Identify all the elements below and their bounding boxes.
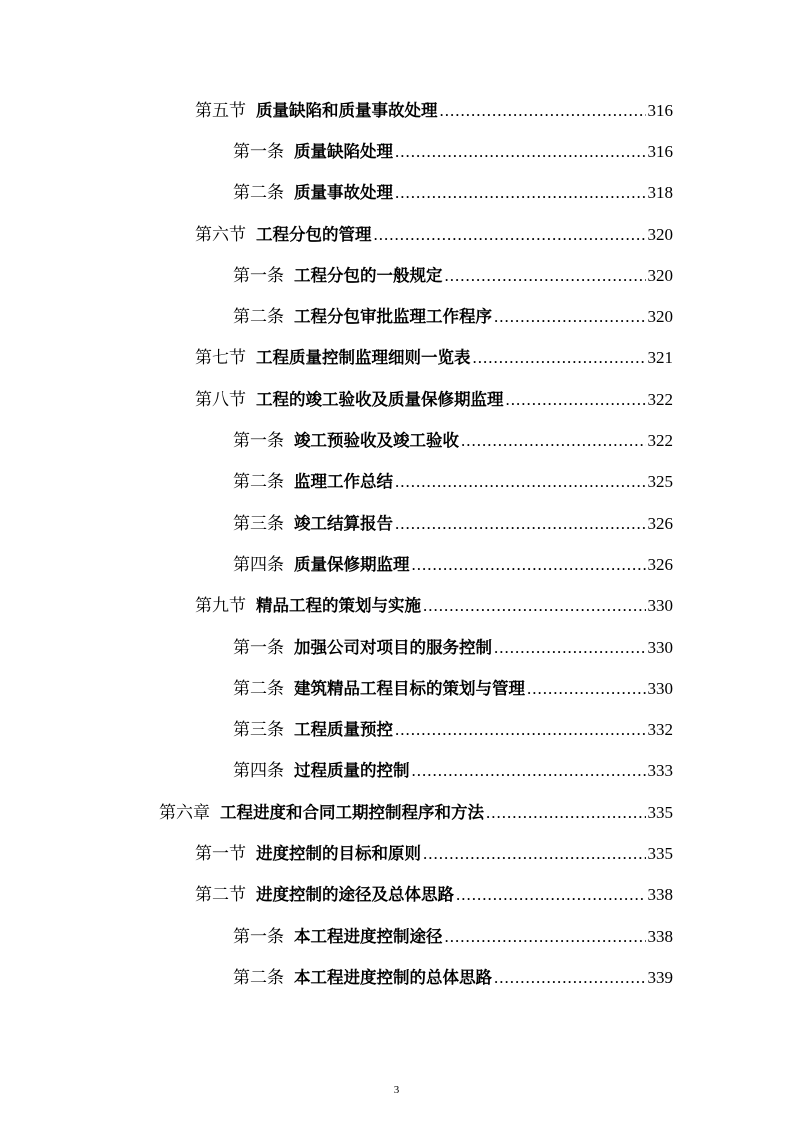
toc-entry[interactable] [0, 957, 793, 998]
toc-entry-page: 318 [647, 183, 673, 203]
toc-entry-number: 第二条 [233, 967, 284, 988]
toc-entry-page: 335 [647, 802, 673, 822]
toc-entry-number: 第二条 [233, 678, 284, 699]
dot-leader [494, 638, 646, 658]
dot-leader [395, 720, 646, 740]
toc-entry-number: 第一条 [233, 926, 284, 947]
dot-leader [412, 761, 646, 781]
toc-entry[interactable] [0, 875, 793, 916]
toc-entry-title: 过程质量的控制 [294, 761, 410, 781]
toc-entry-title: 质量缺陷处理 [294, 141, 393, 161]
toc-entry[interactable] [0, 90, 793, 131]
toc-entry-number: 第四条 [233, 554, 284, 575]
toc-entry-number: 第六节 [195, 224, 246, 245]
toc-entry-title: 建筑精品工程目标的策划与管理 [294, 678, 525, 698]
table-of-contents [0, 90, 793, 999]
toc-entry[interactable] [0, 627, 793, 668]
toc-entry-title: 监理工作总结 [294, 472, 393, 492]
toc-entry[interactable] [0, 214, 793, 255]
toc-entry-page: 338 [647, 926, 673, 946]
toc-entry-number: 第九节 [195, 596, 246, 617]
toc-entry[interactable] [0, 751, 793, 792]
toc-entry-title: 竣工结算报告 [294, 513, 393, 533]
toc-entry-page: 320 [647, 265, 673, 285]
toc-entry[interactable] [0, 792, 793, 833]
dot-leader [494, 968, 646, 988]
toc-entry-number: 第一条 [233, 265, 284, 286]
toc-entry[interactable] [0, 420, 793, 461]
toc-entry-title: 工程质量控制监理细则一览表 [256, 348, 471, 368]
toc-entry-number: 第六章 [159, 802, 210, 823]
toc-entry-number: 第三条 [233, 513, 284, 534]
dot-leader [486, 803, 646, 823]
toc-entry-title: 工程分包的管理 [256, 224, 372, 244]
toc-entry-number: 第五节 [195, 100, 246, 121]
toc-entry-title: 工程分包的一般规定 [294, 265, 443, 285]
dot-leader [374, 225, 646, 245]
dot-leader [423, 596, 646, 616]
toc-entry[interactable] [0, 255, 793, 296]
toc-entry-title: 本工程进度控制途径 [294, 926, 443, 946]
toc-entry-title: 本工程进度控制的总体思路 [294, 967, 492, 987]
toc-entry-number: 第一条 [233, 431, 284, 452]
toc-entry-number: 第一条 [233, 637, 284, 658]
toc-entry-number: 第一节 [195, 843, 246, 864]
toc-entry-number: 第二条 [233, 472, 284, 493]
toc-entry-title: 工程进度和合同工期控制程序和方法 [220, 802, 484, 822]
toc-entry-title: 质量保修期监理 [294, 554, 410, 574]
dot-leader [395, 514, 646, 534]
toc-entry-number: 第七节 [195, 348, 246, 369]
toc-entry-number: 第二条 [233, 307, 284, 328]
dot-leader [461, 431, 646, 451]
toc-entry[interactable] [0, 173, 793, 214]
toc-entry-title: 工程质量预控 [294, 720, 393, 740]
dot-leader [423, 844, 646, 864]
toc-entry-page: 326 [647, 554, 673, 574]
dot-leader [395, 142, 646, 162]
dot-leader [445, 927, 646, 947]
toc-entry-page: 339 [647, 967, 673, 987]
toc-entry-title: 精品工程的策划与实施 [256, 596, 421, 616]
toc-entry-title: 质量缺陷和质量事故处理 [256, 100, 438, 120]
toc-entry-page: 325 [647, 472, 673, 492]
dot-leader [527, 679, 646, 699]
dot-leader [412, 555, 646, 575]
toc-entry-page: 322 [647, 431, 673, 451]
toc-entry[interactable] [0, 338, 793, 379]
toc-entry-number: 第二节 [195, 885, 246, 906]
dot-leader [494, 307, 646, 327]
toc-entry[interactable] [0, 668, 793, 709]
toc-entry-page: 335 [647, 843, 673, 863]
dot-leader [395, 183, 646, 203]
toc-entry-page: 320 [647, 307, 673, 327]
toc-entry[interactable] [0, 131, 793, 172]
toc-entry-number: 第二条 [233, 183, 284, 204]
toc-entry-title: 竣工预验收及竣工验收 [294, 431, 459, 451]
toc-entry-number: 第三条 [233, 720, 284, 741]
page-number: 3 [393, 1084, 400, 1096]
toc-entry[interactable] [0, 379, 793, 420]
toc-entry-title: 工程分包审批监理工作程序 [294, 307, 492, 327]
toc-entry-title: 质量事故处理 [294, 183, 393, 203]
toc-entry-number: 第四条 [233, 761, 284, 782]
toc-entry-page: 332 [647, 720, 673, 740]
dot-leader [440, 101, 646, 121]
toc-entry[interactable] [0, 916, 793, 957]
toc-entry-page: 338 [647, 885, 673, 905]
dot-leader [506, 390, 646, 410]
dot-leader [395, 472, 646, 492]
toc-entry-page: 330 [647, 678, 673, 698]
toc-entry-number: 第一条 [233, 141, 284, 162]
dot-leader [456, 885, 646, 905]
toc-entry[interactable] [0, 586, 793, 627]
toc-entry-page: 322 [647, 389, 673, 409]
toc-entry-page: 316 [647, 141, 673, 161]
dot-leader [473, 348, 646, 368]
toc-entry[interactable] [0, 709, 793, 750]
toc-entry-title: 工程的竣工验收及质量保修期监理 [256, 389, 504, 409]
toc-entry-title: 进度控制的途径及总体思路 [256, 885, 454, 905]
toc-entry-page: 316 [647, 100, 673, 120]
toc-entry-page: 320 [647, 224, 673, 244]
dot-leader [445, 266, 646, 286]
toc-entry[interactable] [0, 462, 793, 503]
toc-entry-title: 加强公司对项目的服务控制 [294, 637, 492, 657]
toc-entry-number: 第八节 [195, 389, 246, 410]
toc-entry-page: 321 [647, 348, 673, 368]
toc-entry[interactable] [0, 833, 793, 874]
toc-entry[interactable] [0, 503, 793, 544]
toc-entry-page: 330 [647, 596, 673, 616]
toc-entry-title: 进度控制的目标和原则 [256, 843, 421, 863]
toc-entry-page: 333 [647, 761, 673, 781]
toc-entry-page: 330 [647, 637, 673, 657]
toc-entry[interactable] [0, 296, 793, 337]
toc-entry-page: 326 [647, 513, 673, 533]
toc-entry[interactable] [0, 544, 793, 585]
